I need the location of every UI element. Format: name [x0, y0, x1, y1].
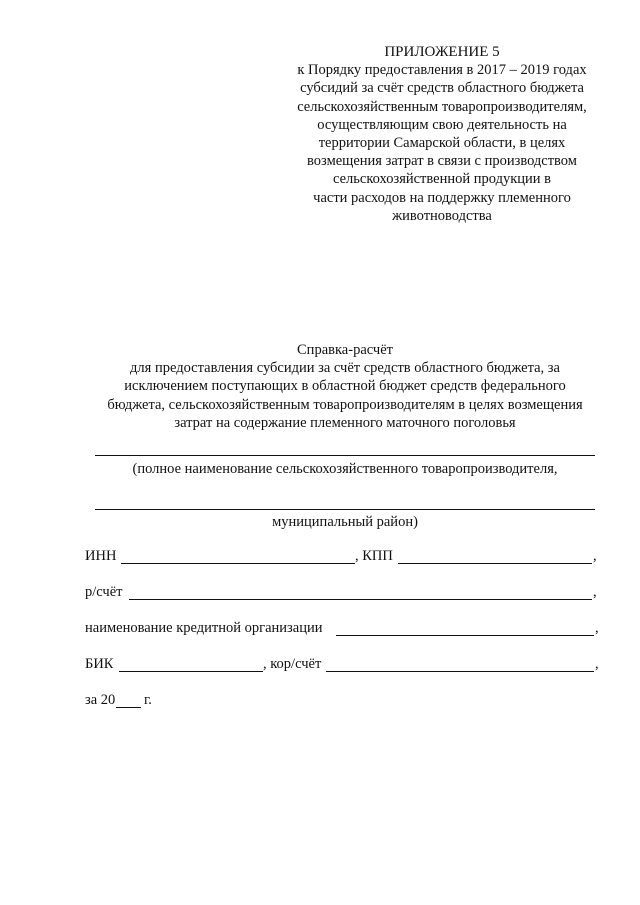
inn-label: ИНН	[85, 548, 117, 564]
bik-label: БИК	[85, 656, 114, 672]
appendix-line: сельскохозяйственным товаропроизводителям,	[297, 98, 587, 115]
account-row	[85, 584, 600, 604]
appendix-header	[272, 43, 612, 225]
year-field[interactable]	[116, 707, 141, 708]
inn-kpp-row	[85, 548, 600, 568]
bank-label: наименование кредитной организации	[85, 620, 323, 636]
district-caption: муниципальный район)	[272, 514, 418, 530]
producer-name-line[interactable]	[95, 455, 595, 456]
form-title: Справка-расчёт	[297, 342, 393, 358]
form-subtitle-line: исключением поступающих в областной бюджет средств федерального	[124, 378, 566, 395]
appendix-line: сельскохозяйственной продукции в	[332, 171, 552, 188]
appendix-line: осуществляющим свою деятельность на	[317, 116, 567, 133]
bik-row	[85, 656, 600, 676]
year-row	[85, 692, 600, 712]
comma: ,	[593, 548, 597, 564]
appendix-line: животноводства	[392, 207, 492, 224]
account-label: р/счёт	[85, 584, 123, 600]
comma: ,	[595, 656, 599, 672]
corr-account-field[interactable]	[326, 671, 594, 672]
comma: ,	[595, 620, 599, 636]
year-prefix: за 20	[85, 692, 116, 708]
form-subtitle-line: бюджета, сельскохозяйственным товаропроизводителям в целях возмещения	[107, 396, 583, 413]
producer-name-caption: (полное наименование сельскохозяйственного товаропроизводителя,	[132, 461, 558, 477]
bank-row	[85, 620, 600, 640]
form-subtitle-line: для предоставления субсидии за счёт средств областного бюджета, за	[130, 360, 560, 377]
appendix-line: к Порядку предоставления в 2017 – 2019 годах	[297, 62, 587, 79]
district-line[interactable]	[95, 509, 595, 510]
appendix-line: территории Самарской области, в целях	[318, 135, 566, 152]
appendix-line: возмещения затрат в связи с производством	[307, 153, 577, 170]
year-suffix: г.	[144, 692, 152, 708]
kpp-field[interactable]	[398, 563, 592, 564]
appendix-title: ПРИЛОЖЕНИЕ 5	[384, 44, 500, 60]
kpp-label: , КПП	[355, 548, 393, 564]
corr-account-label: , кор/счёт	[263, 656, 322, 672]
form-title-block	[80, 341, 610, 432]
appendix-line: субсидий за счёт средств областного бюджета	[300, 80, 584, 97]
bank-field[interactable]	[336, 635, 594, 636]
comma: ,	[593, 584, 597, 600]
bik-field[interactable]	[119, 671, 263, 672]
form-subtitle-line: затрат на содержание племенного маточного поголовья	[174, 414, 516, 431]
account-field[interactable]	[129, 599, 592, 600]
appendix-line: части расходов на поддержку племенного	[313, 189, 571, 206]
inn-field[interactable]	[121, 563, 355, 564]
